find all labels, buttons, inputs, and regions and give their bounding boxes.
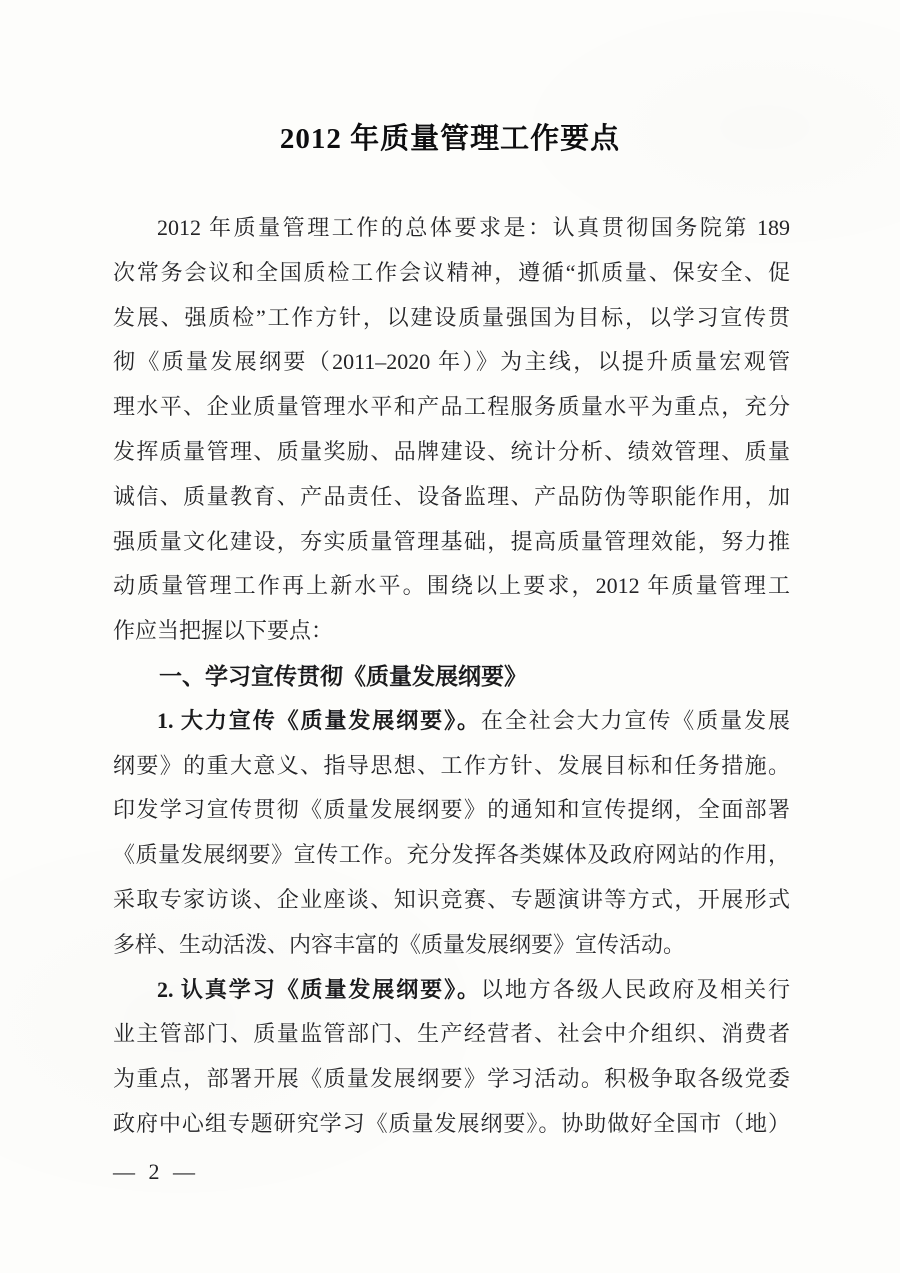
text-line [113,968,790,1013]
text-line [113,609,790,654]
text-line [113,744,790,789]
text-line [113,340,790,385]
text-line [113,1057,790,1102]
text-line [113,699,790,744]
text-run: 采取专家访谈、企业座谈、知识竞赛、专题演讲等方式，开展形式 [113,886,790,912]
text-line [113,430,790,475]
text-run: 2012 年质量管理工作的总体要求是：认真贯彻国务院第 189 [157,215,790,240]
text-run: 理水平、企业质量管理水平和产品工程服务质量水平为重点，充分 [113,394,790,420]
bold-run: 2. 认真学习《质量发展纲要》。 [157,976,481,1002]
text-run: 次常务会议和全国质检工作会议精神，遵循“抓质量、保安全、促 [113,259,790,285]
text-run: 《质量发展纲要》宣传工作。充分发挥各类媒体及政府网站的作用， [113,842,790,868]
section-heading [113,654,790,699]
text-run: 发展、强质检”工作方针，以建设质量强国为目标，以学习宣传贯 [113,304,790,330]
text-line [113,475,790,520]
document-title: 2012 年质量管理工作要点 [279,123,621,155]
text-line [113,878,790,923]
text-line [113,923,790,968]
text-run: 多样、生动活泼、内容丰富的《质量发展纲要》宣传活动。 [113,931,686,957]
document-body [113,206,790,1147]
text-run: 以地方各级人民政府及相关行 [480,976,790,1002]
text-run: 发挥质量管理、质量奖励、品牌建设、统计分析、绩效管理、质量 [113,438,790,464]
text-line [113,251,790,296]
text-run: 业主管部门、质量监管部门、生产经营者、社会中介组织、消费者 [113,1021,790,1047]
text-line [113,296,790,341]
bold-run: 1. 大力宣传《质量发展纲要》。 [157,707,481,733]
text-run: 彻《质量发展纲要（2011–2020 年）》为主线，以提升质量宏观管 [113,349,790,375]
text-line [113,520,790,565]
text-run: 动质量管理工作再上新水平。围绕以上要求，2012 年质量管理工 [113,573,790,599]
text-line [113,385,790,430]
text-line [113,564,790,609]
text-run: 作应当把握以下要点： [113,618,334,644]
text-run: 诚信、质量教育、产品责任、设备监理、产品防伪等职能作用，加 [113,483,790,509]
text-run: 强质量文化建设，夯实质量管理基础，提高质量管理效能，努力推 [113,528,790,554]
bold-run: 一、学习宣传贯彻《质量发展纲要》 [159,662,527,689]
text-run: 在全社会大力宣传《质量发展 [480,707,790,733]
text-line [113,1012,790,1057]
page-number: — 2 — [113,1159,199,1184]
text-line [113,788,790,833]
text-run: 政府中心组专题研究学习《质量发展纲要》。协助做好全国市（地） [113,1110,790,1136]
text-line [113,206,790,251]
text-run: 为重点，部署开展《质量发展纲要》学习活动。积极争取各级党委 [113,1066,790,1092]
text-line [113,833,790,878]
text-run: 纲要》的重大意义、指导思想、工作方针、发展目标和任务措施。 [113,752,790,778]
text-line [113,1102,790,1147]
text-run: 印发学习宣传贯彻《质量发展纲要》的通知和宣传提纲，全面部署 [113,797,790,823]
